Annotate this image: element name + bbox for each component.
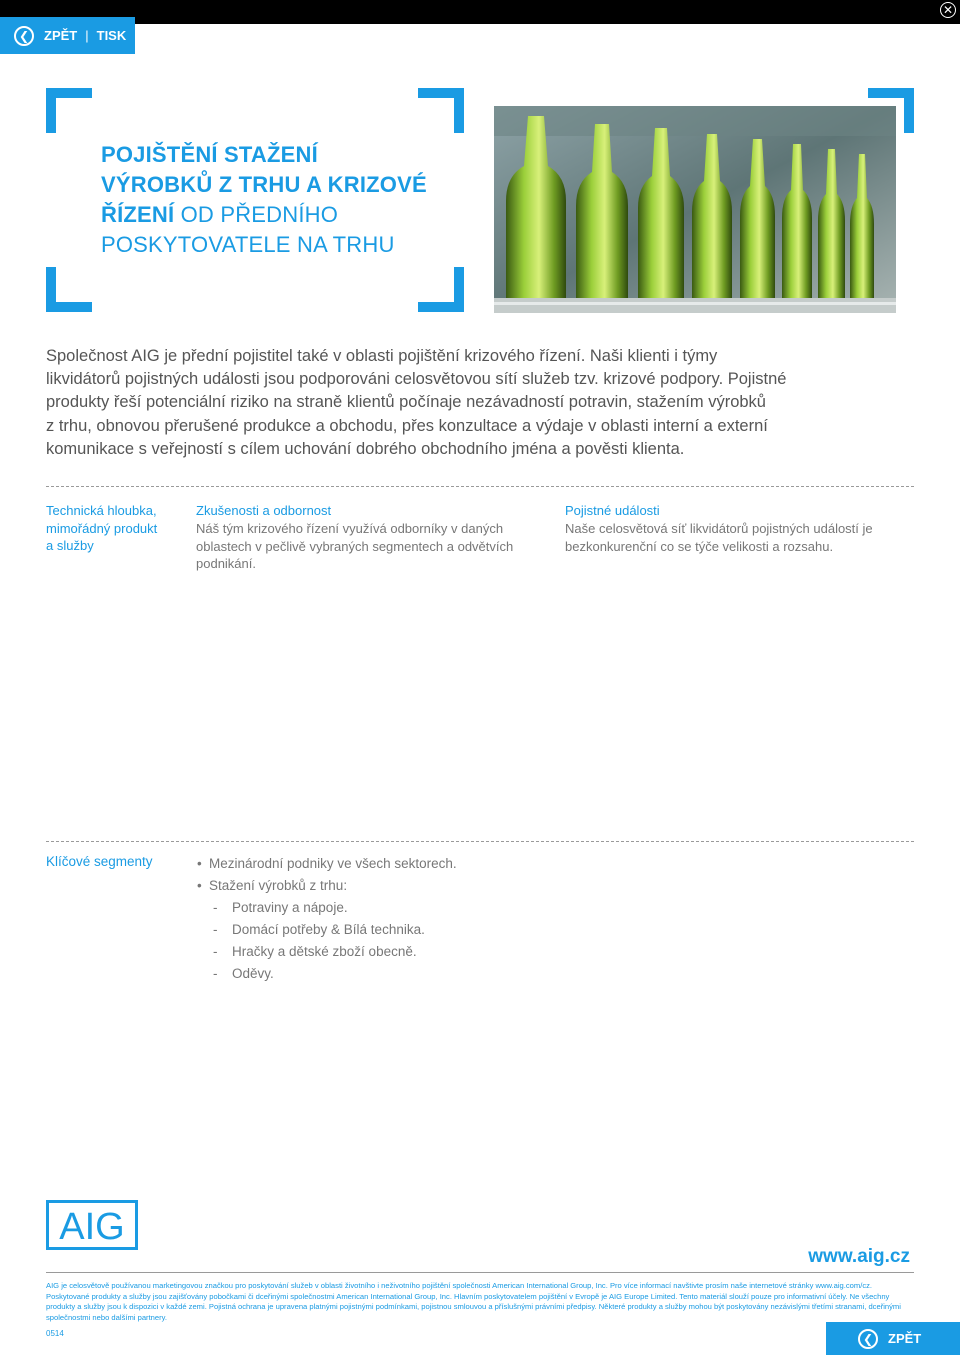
- bottles-photo: [494, 106, 896, 313]
- back-button[interactable]: ZPĚT: [44, 28, 78, 43]
- sub-list-item: - Potraviny a nápoje.: [213, 900, 348, 915]
- divider: [46, 841, 914, 842]
- website-link[interactable]: www.aig.cz: [808, 1246, 910, 1267]
- photo-corner-tr: [904, 88, 914, 133]
- nav-bar: [0, 17, 135, 54]
- top-bar: [0, 0, 960, 24]
- column-heading-technical: Technická hloubka, mimořádný produkt a služby: [46, 503, 158, 553]
- frame-corner-br: [454, 267, 464, 312]
- footer-back-button[interactable]: [826, 1322, 960, 1355]
- footer-divider: [46, 1272, 914, 1273]
- svg-text:AIG: AIG: [59, 1206, 125, 1245]
- document-code: 0514: [46, 1329, 64, 1338]
- print-button[interactable]: TISK: [96, 28, 127, 43]
- footer-back-label[interactable]: ZPĚT: [888, 1331, 922, 1346]
- intro-paragraph: Společnost AIG je přední pojistitel také v oblasti pojištění krizového řízení. Naši klienti i týmy likvidátorů pojistných události jsou podporováni celosvětovou sítí služeb tzv. krizové podpory. Pojistné produkty řeší potenciální riziko na straně klientů počínaje nezávadností potravin, stažením výrobků z trhu, obnovou přerušené produkce a obchodu, přes konzultace a výdaje v oblasti interní a externí komunikace s veřejností s cílem uchování dobrého obchodního jména a pověsti klienta.: [46, 347, 787, 458]
- back-arrow-icon[interactable]: ❮: [858, 1329, 878, 1349]
- column-text-expertise: Náš tým krizového řízení využívá odborníky v daných oblastech v pečlivě vybraných segmentech a odvětvích podnikání.: [196, 521, 514, 571]
- sub-list-item: - Oděvy.: [213, 966, 274, 981]
- disclaimer-text: AIG je celosvětově používanou marketingovou značkou pro poskytování služeb v oblasti životního i neživotního pojištění společnosti American International Group, Inc. Pro více informací navštivte prosím naše internetové stránky www.aig.com/cz. Poskytované produkty a služby jsou zajišťovány pobočkami či dceřinými společnostmi American International Group, Inc. Hlavním poskytovatelem pojištění v Evropě je AIG Europe Limited. Tento materiál slouží pouze pro informativní účely. Ne všechny produkty a služby jsou k dispozici v každé zemi. Pojistná ochrana je upravena platnými pojistnými podmínkami, pojistnou smlouvou a příslušnými právními předpisy. Některé produkty a služby mohou být poskytovány nezávislými třetími stranami, dceřinými společnostmi nebo dalšími partnery.: [46, 1281, 901, 1322]
- back-arrow-icon[interactable]: ❮: [14, 26, 34, 46]
- nav-separator: |: [85, 28, 89, 43]
- aig-logo: [46, 1200, 138, 1250]
- page-title: POJIŠTĚNÍ STAŽENÍ VÝROBKŮ Z TRHU A KRIZOVÉ ŘÍZENÍ OD PŘEDNÍHO POSKYTOVATELE NA TRHU: [101, 142, 427, 257]
- list-item: • Stažení výrobků z trhu:: [197, 878, 348, 893]
- column-text-claims: Naše celosvětová síť likvidátorů pojistných událostí je bezkonkurenční co se týče velikosti a rozsahu.: [565, 521, 873, 554]
- frame-corner-tl: [46, 88, 56, 133]
- close-icon[interactable]: ✕: [940, 2, 956, 18]
- column-heading-claims: Pojistné události: [565, 503, 660, 518]
- list-item: • Mezinárodní podniky ve všech sektorech.: [197, 856, 457, 871]
- divider: [46, 486, 914, 487]
- frame-corner-bl: [46, 267, 56, 312]
- sub-list-item: - Hračky a dětské zboží obecně.: [213, 944, 417, 959]
- frame-corner-tr: [454, 88, 464, 133]
- column-heading-expertise: Zkušenosti a odbornost: [196, 503, 332, 518]
- sub-list-item: - Domácí potřeby & Bílá technika.: [213, 922, 425, 937]
- segments-heading: Klíčové segmenty: [46, 854, 153, 869]
